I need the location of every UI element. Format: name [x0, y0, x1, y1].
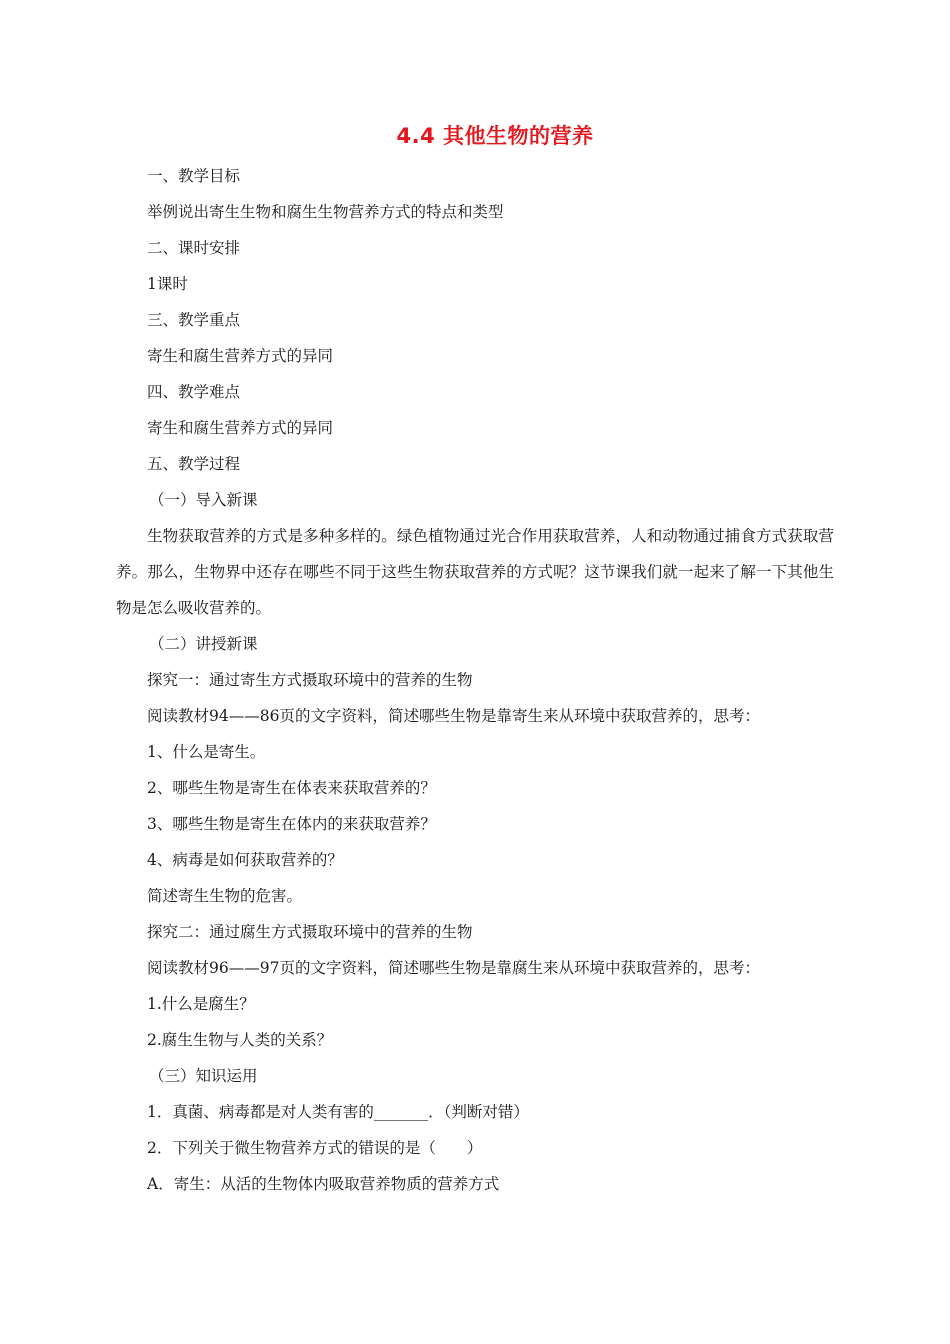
section-heading-schedule: 二、课时安排 — [147, 239, 241, 257]
exercise-option: A．寄生：从活的生物体内吸取营养物质的营养方式 — [147, 1175, 500, 1193]
question-item: 1.什么是腐生？ — [147, 995, 255, 1013]
text-line: 寄生和腐生营养方式的异同 — [147, 419, 334, 437]
section-heading-key-points: 三、教学重点 — [147, 311, 241, 329]
exercise-item: 1．真菌、病毒都是对人类有害的_______．（判断对错） — [147, 1103, 529, 1121]
subsection-heading-lecture: （二）讲授新课 — [149, 635, 258, 653]
exercise-item: 2．下列关于微生物营养方式的错误的是（ ） — [147, 1139, 483, 1157]
text-line: 阅读教材96——97页的文字资料，简述哪些生物是靠腐生来从环境中获取营养的，思考： — [147, 959, 760, 977]
inquiry-one-heading: 探究一：通过寄生方式摄取环境中的营养的生物 — [147, 671, 473, 689]
question-item: 3、哪些生物是寄生在体内的来获取营养？ — [147, 815, 436, 833]
text-line: 1课时 — [147, 275, 188, 293]
text-line: 举例说出寄生生物和腐生生物营养方式的特点和类型 — [147, 203, 504, 221]
intro-paragraph: 生物获取营养的方式是多种多样的。绿色植物通过光合作用获取营养，人和动物通过捕食方式获取营养。那么，生物界中还存在哪些不同于这些生物获取营养的方式呢？这节课我们就一起来了解一下其他生物是怎么吸收营养的。 — [116, 527, 834, 617]
question-item: 4、病毒是如何获取营养的？ — [147, 851, 343, 869]
section-heading-goals: 一、教学目标 — [147, 167, 241, 185]
document-body — [0, 158, 950, 1202]
subsection-heading-intro: （一）导入新课 — [149, 491, 258, 509]
text-line: 简述寄生生物的危害。 — [147, 887, 303, 905]
question-item: 2、哪些生物是寄生在体表来获取营养的？ — [147, 779, 436, 797]
section-heading-difficulties: 四、教学难点 — [147, 383, 241, 401]
section-heading-process: 五、教学过程 — [147, 455, 241, 473]
subsection-heading-application: （三）知识运用 — [149, 1067, 258, 1085]
text-line: 阅读教材94——86页的文字资料，简述哪些生物是靠寄生来从环境中获取营养的，思考： — [147, 707, 760, 725]
text-line: 寄生和腐生营养方式的异同 — [147, 347, 334, 365]
inquiry-two-heading: 探究二：通过腐生方式摄取环境中的营养的生物 — [147, 923, 473, 941]
question-item: 1、什么是寄生。 — [147, 743, 266, 761]
document-title: 4.4 其他生物的营养 — [396, 124, 594, 148]
question-item: 2.腐生生物与人类的关系？ — [147, 1031, 333, 1049]
